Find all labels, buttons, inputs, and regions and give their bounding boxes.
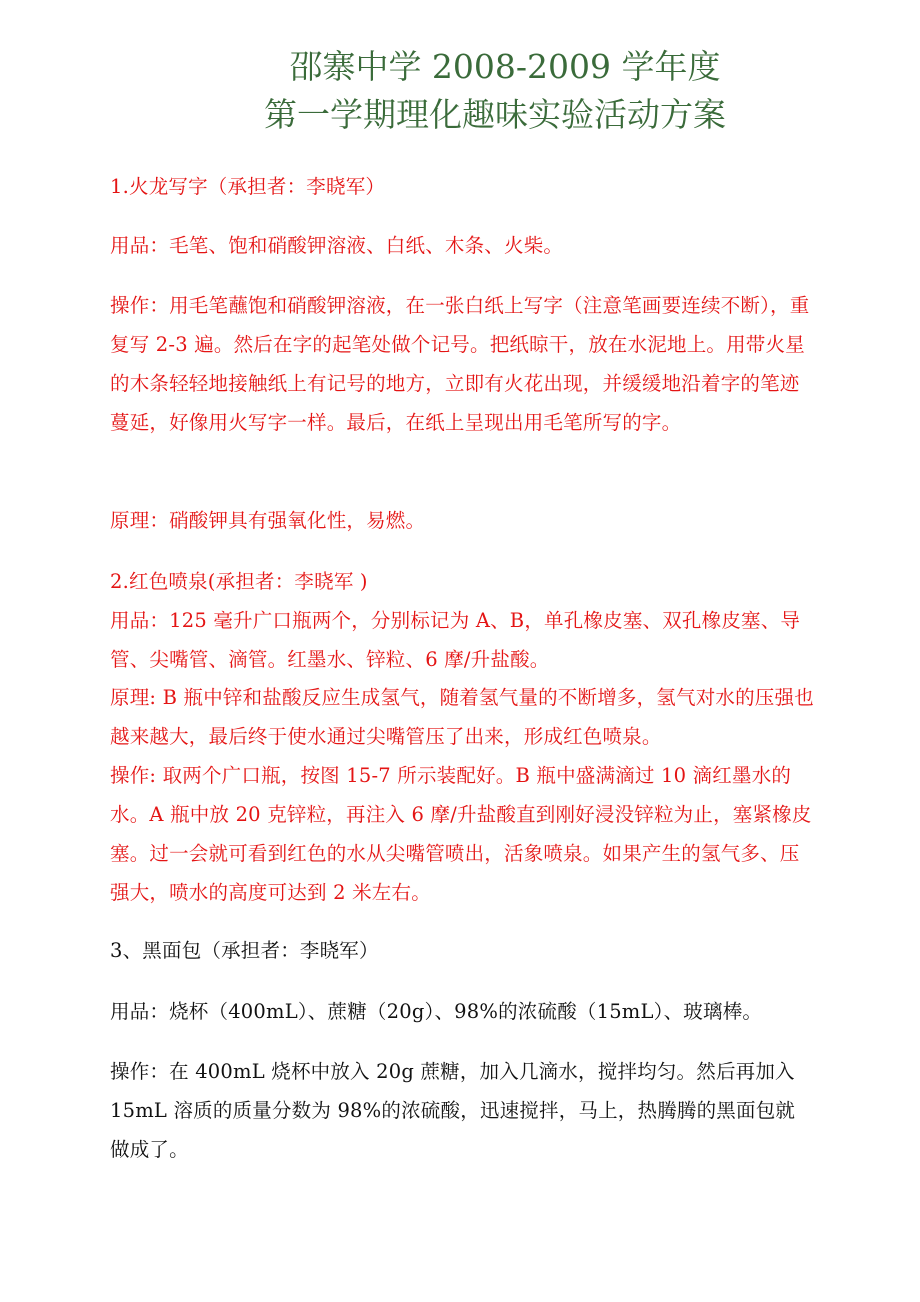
section2-operation: 操作: 取两个广口瓶，按图 15-7 所示装配好。B 瓶中盛满滴过 10 滴红墨水的水。A 瓶中放 20 克锌粒，再注入 6 摩/升盐酸直到刚好浸没锌粒为止，塞紧橡皮塞。过一会就可看到红色的水从尖嘴管喷出，活象喷泉。如果产生的氢气多、压强大，喷水的高度可达到 2 米左右。: [110, 764, 812, 904]
document-title-line1: 邵寨中学 2008-2009 学年度: [289, 47, 721, 86]
section1-operation: 操作：用毛笔蘸饱和硝酸钾溶液，在一张白纸上写字（注意笔画要连续不断），重复写 2-3 遍。然后在字的起笔处做个记号。把纸晾干，放在水泥地上。用带火星的木条轻轻地接触纸上有记号的地方，立即有火花出现，并缓缓地沿着字的笔迹蔓延，好像用火写字一样。最后，在纸上呈现出用毛笔所写的字。: [110, 294, 810, 434]
section2-heading: 2.红色喷泉(承担者：李晓军 ): [110, 570, 368, 593]
section3-heading: 3、黑面包（承担者：李晓军）: [110, 939, 379, 962]
document-title-line2: 第一学期理化趣味实验活动方案: [264, 95, 726, 134]
section1-principle: 原理：硝酸钾具有强氧化性，易燃。: [110, 509, 426, 532]
section2-principle: 原理: B 瓶中锌和盐酸反应生成氢气，随着氢气量的不断增多，氢气对水的压强也越来越大，最后终于使水通过尖嘴管压了出来，形成红色喷泉。: [110, 686, 814, 748]
section1-materials: 用品：毛笔、饱和硝酸钾溶液、白纸、木条、火柴。: [110, 234, 564, 257]
section3-materials: 用品：烧杯（400mL）、蔗糖（20g）、98%的浓硫酸（15mL）、玻璃棒。: [110, 1000, 763, 1023]
section3-operation: 操作：在 400mL 烧杯中放入 20g 蔗糖，加入几滴水，搅拌均匀。然后再加入 15mL 溶质的质量分数为 98%的浓硫酸，迅速搅拌，马上，热腾腾的黑面包就做成了。: [110, 1060, 796, 1161]
section1-heading: 1.火龙写字（承担者：李晓军）: [110, 175, 386, 198]
section2-materials: 用品：125 毫升广口瓶两个，分别标记为 A、B，单孔橡皮塞、双孔橡皮塞、导管、尖嘴管、滴管。红墨水、锌粒、6 摩/升盐酸。: [110, 609, 801, 671]
